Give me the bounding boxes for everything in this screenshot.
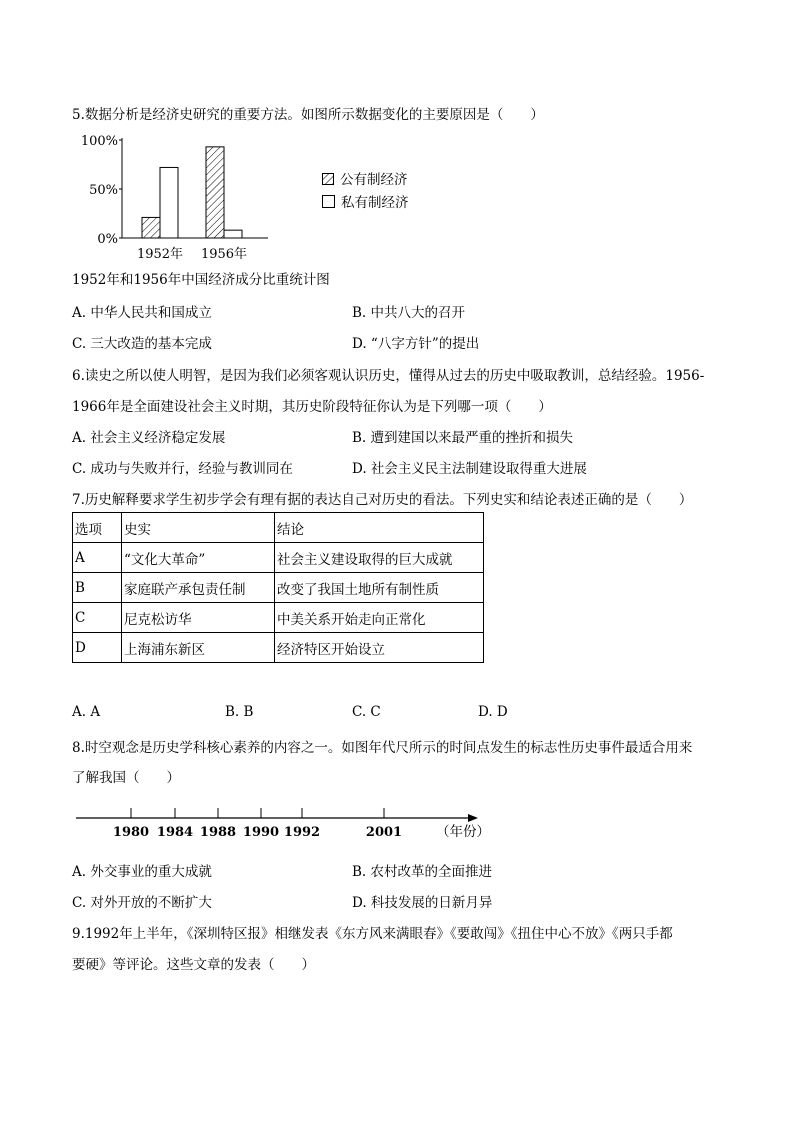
q6-option-c[interactable]: C. 成功与失败并行，经验与教训同在 <box>72 461 293 477</box>
table-cell: 中美关系开始走向正常化 <box>275 603 484 633</box>
q8-stem-line2: 了解我国（ ） <box>72 770 180 786</box>
economic-composition-bar-chart <box>60 130 290 260</box>
table-cell: 家庭联产承包责任制 <box>122 573 275 603</box>
table-cell: “文化大革命” <box>122 543 275 573</box>
legend-label-private: 私有制经济 <box>341 195 409 211</box>
legend-swatch-hatched <box>322 173 334 185</box>
q6-stem-line1: 6.读史之所以使人明智，是因为我们必须客观认识历史，懂得从过去的历史中吸取教训，总结经验。1956- <box>72 368 705 384</box>
table-cell: 经济特区开始设立 <box>275 633 484 663</box>
timeline-year-label: 1988 <box>199 825 237 840</box>
table-cell: A <box>73 543 122 573</box>
bar-public-1 <box>206 147 224 238</box>
y-tick-label: 100% <box>80 134 118 149</box>
q5-option-b[interactable]: B. 中共八大的召开 <box>352 305 466 321</box>
table-cell: C <box>73 603 122 633</box>
q8-option-c[interactable]: C. 对外开放的不断扩大 <box>72 895 212 911</box>
q6-option-a[interactable]: A. 社会主义经济稳定发展 <box>72 430 226 446</box>
table-row <box>73 603 484 633</box>
q7-option-a[interactable]: A. A <box>72 704 101 720</box>
table-cell: 改变了我国土地所有制性质 <box>275 573 484 603</box>
timeline-unit-label: （年份） <box>436 824 490 840</box>
table-cell: 上海浦东新区 <box>122 633 275 663</box>
chart-caption: 1952年和1956年中国经济成分比重统计图 <box>72 272 330 288</box>
q5-option-a[interactable]: A. 中华人民共和国成立 <box>72 305 212 321</box>
q5-option-d[interactable]: D. “八字方针”的提出 <box>352 336 480 352</box>
y-tick-label: 0% <box>97 232 118 247</box>
timeline-ruler <box>70 806 490 846</box>
q5-option-c[interactable]: C. 三大改造的基本完成 <box>72 336 212 352</box>
q7-option-c[interactable]: C. C <box>352 704 381 720</box>
q8-stem-line1: 8.时空观念是历史学科核心素养的内容之一。如图年代尺所示的时间点发生的标志性历史事件最适合用来 <box>72 740 693 756</box>
q5-stem: 5.数据分析是经济史研究的重要方法。如图所示数据变化的主要原因是（ ） <box>72 107 544 123</box>
q8-option-d[interactable]: D. 科技发展的日新月异 <box>352 895 493 911</box>
q9-stem-line2: 要硬》等评论。这些文章的发表（ ） <box>72 957 315 973</box>
legend-swatch-plain <box>322 195 335 208</box>
q6-stem-line2: 1966年是全面建设社会主义时期，其历史阶段特征你认为是下列哪一项（ ） <box>72 399 552 415</box>
y-tick-label: 50% <box>89 183 118 198</box>
q7-stem: 7.历史解释要求学生初步学会有理有据的表达自己对历史的看法。下列史实和结论表述正确的是（ ） <box>72 492 693 508</box>
table-cell: 尼克松访华 <box>122 603 275 633</box>
q8-option-b[interactable]: B. 农村改革的全面推进 <box>352 864 493 880</box>
legend-label-public: 公有制经济 <box>340 172 408 188</box>
timeline-year-label: 1980 <box>112 825 150 840</box>
table-cell: 社会主义建设取得的巨大成就 <box>275 543 484 573</box>
bar-private-1 <box>224 230 242 238</box>
table-header-cell: 选项 <box>73 513 122 543</box>
q8-option-a[interactable]: A. 外交事业的重大成就 <box>72 864 212 880</box>
q7-option-b[interactable]: B. B <box>225 704 254 720</box>
bar-public-0 <box>142 217 160 238</box>
q9-stem-line1: 9.1992年上半年，《深圳特区报》相继发表《东方风来满眼春》《要敢闯》《扭住中心不放》《两只手都 <box>72 926 673 942</box>
timeline-year-label: 2001 <box>365 825 403 840</box>
timeline-year-label: 1984 <box>156 825 194 840</box>
bar-private-0 <box>160 167 178 238</box>
x-tick-label: 1956年 <box>200 247 248 262</box>
history-table <box>72 512 484 663</box>
q6-option-d[interactable]: D. 社会主义民主法制建设取得重大进展 <box>352 461 587 477</box>
table-row <box>73 633 484 663</box>
q6-option-b[interactable]: B. 遭到建国以来最严重的挫折和损失 <box>352 430 574 446</box>
table-cell: D <box>73 633 122 663</box>
table-header-row <box>73 513 484 543</box>
table-header-cell: 史实 <box>122 513 275 543</box>
legend-item-private <box>322 191 409 211</box>
q7-option-d[interactable]: D. D <box>478 704 508 720</box>
table-row <box>73 573 484 603</box>
timeline-year-label: 1992 <box>283 825 321 840</box>
table-cell: B <box>73 573 122 603</box>
legend-item-public <box>322 168 408 188</box>
x-tick-label: 1952年 <box>136 247 184 262</box>
table-header-cell: 结论 <box>275 513 484 543</box>
timeline-year-label: 1990 <box>242 825 280 840</box>
table-row <box>73 543 484 573</box>
